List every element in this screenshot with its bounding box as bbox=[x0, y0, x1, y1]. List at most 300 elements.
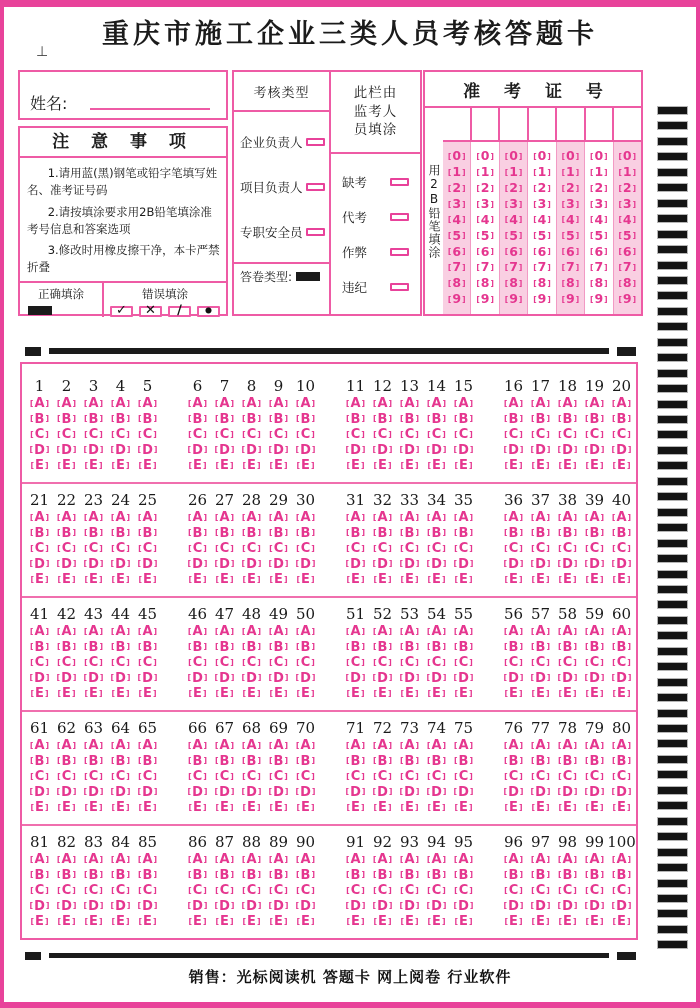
answer-bubble-11-B[interactable]: [ B ] bbox=[346, 412, 365, 428]
answer-bubble-45-E[interactable]: [ E ] bbox=[138, 686, 156, 702]
answer-bubble-55-E[interactable]: [ E ] bbox=[454, 686, 472, 702]
answer-bubble-44-B[interactable]: [ B ] bbox=[111, 640, 130, 656]
answer-bubble-73-C[interactable]: [ C ] bbox=[400, 769, 419, 785]
answer-bubble-54-C[interactable]: [ C ] bbox=[427, 655, 446, 671]
answer-bubble-83-C[interactable]: [ C ] bbox=[84, 883, 103, 899]
answer-bubble-82-A[interactable]: [ A ] bbox=[57, 852, 76, 868]
answer-bubble-42-C[interactable]: [ C ] bbox=[57, 655, 76, 671]
answer-bubble-6-A[interactable]: [ A ] bbox=[188, 396, 207, 412]
ticket-digit-bubble-6-2[interactable]: [ 2 ] bbox=[590, 182, 608, 195]
answer-bubble-10-C[interactable]: [ C ] bbox=[296, 427, 315, 443]
answer-bubble-40-A[interactable]: [ A ] bbox=[612, 510, 631, 526]
answer-bubble-60-B[interactable]: [ B ] bbox=[612, 640, 631, 656]
answer-bubble-61-B[interactable]: [ B ] bbox=[30, 754, 49, 770]
answer-bubble-53-D[interactable]: [ D ] bbox=[400, 671, 420, 687]
answer-bubble-84-A[interactable]: [ A ] bbox=[111, 852, 130, 868]
answer-bubble-25-C[interactable]: [ C ] bbox=[138, 541, 157, 557]
answer-bubble-46-C[interactable]: [ C ] bbox=[188, 655, 207, 671]
answer-bubble-13-D[interactable]: [ D ] bbox=[400, 443, 420, 459]
ticket-digit-bubble-7-9[interactable]: [ 9 ] bbox=[618, 293, 636, 306]
answer-bubble-22-C[interactable]: [ C ] bbox=[57, 541, 76, 557]
answer-bubble-71-C[interactable]: [ C ] bbox=[346, 769, 365, 785]
answer-bubble-44-D[interactable]: [ D ] bbox=[111, 671, 131, 687]
answer-bubble-90-E[interactable]: [ E ] bbox=[296, 914, 314, 930]
ticket-digit-bubble-6-0[interactable]: [ 0 ] bbox=[590, 150, 608, 163]
answer-bubble-78-D[interactable]: [ D ] bbox=[558, 785, 578, 801]
ticket-digit-bubble-1-8[interactable]: [ 8 ] bbox=[448, 277, 466, 290]
answer-bubble-83-A[interactable]: [ A ] bbox=[84, 852, 103, 868]
answer-bubble-88-E[interactable]: [ E ] bbox=[242, 914, 260, 930]
answer-bubble-63-C[interactable]: [ C ] bbox=[84, 769, 103, 785]
answer-bubble-95-E[interactable]: [ E ] bbox=[454, 914, 472, 930]
answer-bubble-38-C[interactable]: [ C ] bbox=[558, 541, 577, 557]
answer-bubble-34-E[interactable]: [ E ] bbox=[427, 572, 445, 588]
ticket-digit-bubble-5-8[interactable]: [ 8 ] bbox=[562, 277, 580, 290]
answer-bubble-52-C[interactable]: [ C ] bbox=[373, 655, 392, 671]
answer-bubble-5-E[interactable]: [ E ] bbox=[138, 458, 156, 474]
ticket-digit-bubble-4-6[interactable]: [ 6 ] bbox=[533, 246, 551, 259]
answer-bubble-19-D[interactable]: [ D ] bbox=[585, 443, 605, 459]
answer-bubble-17-B[interactable]: [ B ] bbox=[531, 412, 550, 428]
answer-bubble-38-E[interactable]: [ E ] bbox=[558, 572, 576, 588]
ticket-digit-bubble-4-9[interactable]: [ 9 ] bbox=[533, 293, 551, 306]
answer-bubble-96-A[interactable]: [ A ] bbox=[504, 852, 523, 868]
answer-bubble-81-C[interactable]: [ C ] bbox=[30, 883, 49, 899]
answer-bubble-91-A[interactable]: [ A ] bbox=[346, 852, 365, 868]
ticket-digit-bubble-3-9[interactable]: [ 9 ] bbox=[505, 293, 523, 306]
answer-bubble-92-C[interactable]: [ C ] bbox=[373, 883, 392, 899]
answer-bubble-51-A[interactable]: [ A ] bbox=[346, 624, 365, 640]
answer-bubble-70-E[interactable]: [ E ] bbox=[296, 800, 314, 816]
answer-bubble-39-B[interactable]: [ B ] bbox=[585, 526, 604, 542]
answer-bubble-29-E[interactable]: [ E ] bbox=[269, 572, 287, 588]
answer-bubble-8-E[interactable]: [ E ] bbox=[242, 458, 260, 474]
answer-bubble-33-C[interactable]: [ C ] bbox=[400, 541, 419, 557]
answer-bubble-87-B[interactable]: [ B ] bbox=[215, 868, 234, 884]
ticket-digit-bubble-2-6[interactable]: [ 6 ] bbox=[476, 246, 494, 259]
answer-bubble-33-A[interactable]: [ A ] bbox=[400, 510, 419, 526]
answer-bubble-79-B[interactable]: [ B ] bbox=[585, 754, 604, 770]
answer-bubble-52-A[interactable]: [ A ] bbox=[373, 624, 392, 640]
answer-bubble-23-D[interactable]: [ D ] bbox=[84, 557, 104, 573]
answer-bubble-35-C[interactable]: [ C ] bbox=[454, 541, 473, 557]
answer-bubble-59-E[interactable]: [ E ] bbox=[585, 686, 603, 702]
answer-bubble-72-A[interactable]: [ A ] bbox=[373, 738, 392, 754]
answer-bubble-97-C[interactable]: [ C ] bbox=[531, 883, 550, 899]
answer-bubble-31-A[interactable]: [ A ] bbox=[346, 510, 365, 526]
ticket-digit-bubble-4-1[interactable]: [ 1 ] bbox=[533, 166, 551, 179]
ticket-digit-bubble-1-3[interactable]: [ 3 ] bbox=[448, 198, 466, 211]
answer-bubble-78-B[interactable]: [ B ] bbox=[558, 754, 577, 770]
answer-bubble-63-B[interactable]: [ B ] bbox=[84, 754, 103, 770]
ticket-digit-bubble-1-1[interactable]: [ 1 ] bbox=[448, 166, 466, 179]
answer-bubble-51-B[interactable]: [ B ] bbox=[346, 640, 365, 656]
ticket-digit-bubble-5-3[interactable]: [ 3 ] bbox=[562, 198, 580, 211]
answer-bubble-25-E[interactable]: [ E ] bbox=[138, 572, 156, 588]
answer-bubble-99-B[interactable]: [ B ] bbox=[585, 868, 604, 884]
answer-bubble-80-C[interactable]: [ C ] bbox=[612, 769, 631, 785]
answer-bubble-53-C[interactable]: [ C ] bbox=[400, 655, 419, 671]
answer-bubble-84-E[interactable]: [ E ] bbox=[111, 914, 129, 930]
answer-bubble-29-A[interactable]: [ A ] bbox=[269, 510, 288, 526]
answer-bubble-83-B[interactable]: [ B ] bbox=[84, 868, 103, 884]
answer-bubble-58-A[interactable]: [ A ] bbox=[558, 624, 577, 640]
answer-bubble-95-A[interactable]: [ A ] bbox=[454, 852, 473, 868]
ticket-digit-bubble-5-9[interactable]: [ 9 ] bbox=[562, 293, 580, 306]
answer-bubble-84-D[interactable]: [ D ] bbox=[111, 899, 131, 915]
ticket-digit-bubble-7-1[interactable]: [ 1 ] bbox=[618, 166, 636, 179]
answer-bubble-85-D[interactable]: [ D ] bbox=[138, 899, 158, 915]
answer-bubble-35-E[interactable]: [ E ] bbox=[454, 572, 472, 588]
answer-bubble-32-A[interactable]: [ A ] bbox=[373, 510, 392, 526]
answer-bubble-11-D[interactable]: [ D ] bbox=[346, 443, 366, 459]
answer-bubble-30-C[interactable]: [ C ] bbox=[296, 541, 315, 557]
answer-bubble-5-C[interactable]: [ C ] bbox=[138, 427, 157, 443]
answer-bubble-26-C[interactable]: [ C ] bbox=[188, 541, 207, 557]
answer-bubble-85-A[interactable]: [ A ] bbox=[138, 852, 157, 868]
answer-bubble-46-A[interactable]: [ A ] bbox=[188, 624, 207, 640]
answer-bubble-66-B[interactable]: [ B ] bbox=[188, 754, 207, 770]
answer-bubble-20-D[interactable]: [ D ] bbox=[612, 443, 632, 459]
ticket-digit-bubble-1-2[interactable]: [ 2 ] bbox=[448, 182, 466, 195]
answer-bubble-53-E[interactable]: [ E ] bbox=[400, 686, 418, 702]
answer-bubble-57-C[interactable]: [ C ] bbox=[531, 655, 550, 671]
ticket-digit-bubble-1-5[interactable]: [ 5 ] bbox=[448, 230, 466, 243]
answer-bubble-41-C[interactable]: [ C ] bbox=[30, 655, 49, 671]
answer-bubble-40-C[interactable]: [ C ] bbox=[612, 541, 631, 557]
answer-bubble-47-E[interactable]: [ E ] bbox=[215, 686, 233, 702]
answer-bubble-58-D[interactable]: [ D ] bbox=[558, 671, 578, 687]
answer-bubble-7-D[interactable]: [ D ] bbox=[215, 443, 235, 459]
answer-bubble-88-B[interactable]: [ B ] bbox=[242, 868, 261, 884]
answer-bubble-64-E[interactable]: [ E ] bbox=[111, 800, 129, 816]
answer-bubble-64-D[interactable]: [ D ] bbox=[111, 785, 131, 801]
answer-bubble-95-C[interactable]: [ C ] bbox=[454, 883, 473, 899]
ticket-digit-bubble-5-1[interactable]: [ 1 ] bbox=[562, 166, 580, 179]
answer-bubble-93-D[interactable]: [ D ] bbox=[400, 899, 420, 915]
answer-bubble-91-B[interactable]: [ B ] bbox=[346, 868, 365, 884]
answer-bubble-36-C[interactable]: [ C ] bbox=[504, 541, 523, 557]
answer-bubble-38-B[interactable]: [ B ] bbox=[558, 526, 577, 542]
answer-bubble-28-B[interactable]: [ B ] bbox=[242, 526, 261, 542]
answer-bubble-47-D[interactable]: [ D ] bbox=[215, 671, 235, 687]
answer-bubble-67-A[interactable]: [ A ] bbox=[215, 738, 234, 754]
answer-bubble-10-A[interactable]: [ A ] bbox=[296, 396, 315, 412]
answer-bubble-15-E[interactable]: [ E ] bbox=[454, 458, 472, 474]
answer-bubble-17-C[interactable]: [ C ] bbox=[531, 427, 550, 443]
answer-bubble-45-C[interactable]: [ C ] bbox=[138, 655, 157, 671]
answer-bubble-32-B[interactable]: [ B ] bbox=[373, 526, 392, 542]
answer-bubble-35-A[interactable]: [ A ] bbox=[454, 510, 473, 526]
answer-bubble-66-C[interactable]: [ C ] bbox=[188, 769, 207, 785]
answer-bubble-41-D[interactable]: [ D ] bbox=[30, 671, 50, 687]
answer-bubble-40-E[interactable]: [ E ] bbox=[612, 572, 630, 588]
answer-bubble-74-B[interactable]: [ B ] bbox=[427, 754, 446, 770]
answer-bubble-64-C[interactable]: [ C ] bbox=[111, 769, 130, 785]
answer-bubble-43-C[interactable]: [ C ] bbox=[84, 655, 103, 671]
answer-bubble-65-C[interactable]: [ C ] bbox=[138, 769, 157, 785]
ticket-digit-bubble-1-7[interactable]: [ 7 ] bbox=[448, 261, 466, 274]
answer-bubble-38-A[interactable]: [ A ] bbox=[558, 510, 577, 526]
answer-bubble-55-D[interactable]: [ D ] bbox=[454, 671, 474, 687]
answer-bubble-4-E[interactable]: [ E ] bbox=[111, 458, 129, 474]
answer-bubble-20-C[interactable]: [ C ] bbox=[612, 427, 631, 443]
answer-bubble-85-E[interactable]: [ E ] bbox=[138, 914, 156, 930]
answer-bubble-24-E[interactable]: [ E ] bbox=[111, 572, 129, 588]
answer-bubble-31-D[interactable]: [ D ] bbox=[346, 557, 366, 573]
answer-bubble-63-A[interactable]: [ A ] bbox=[84, 738, 103, 754]
answer-bubble-8-C[interactable]: [ C ] bbox=[242, 427, 261, 443]
answer-bubble-49-B[interactable]: [ B ] bbox=[269, 640, 288, 656]
answer-bubble-47-A[interactable]: [ A ] bbox=[215, 624, 234, 640]
exam-type-bubble[interactable] bbox=[306, 138, 325, 146]
answer-bubble-10-B[interactable]: [ B ] bbox=[296, 412, 315, 428]
ticket-digit-bubble-4-3[interactable]: [ 3 ] bbox=[533, 198, 551, 211]
answer-bubble-86-D[interactable]: [ D ] bbox=[188, 899, 208, 915]
answer-bubble-46-B[interactable]: [ B ] bbox=[188, 640, 207, 656]
answer-bubble-30-D[interactable]: [ D ] bbox=[296, 557, 316, 573]
answer-bubble-47-C[interactable]: [ C ] bbox=[215, 655, 234, 671]
answer-bubble-24-D[interactable]: [ D ] bbox=[111, 557, 131, 573]
answer-bubble-56-E[interactable]: [ E ] bbox=[504, 686, 522, 702]
answer-bubble-14-A[interactable]: [ A ] bbox=[427, 396, 446, 412]
answer-bubble-5-A[interactable]: [ A ] bbox=[138, 396, 157, 412]
answer-bubble-9-B[interactable]: [ B ] bbox=[269, 412, 288, 428]
answer-bubble-99-C[interactable]: [ C ] bbox=[585, 883, 604, 899]
answer-bubble-2-E[interactable]: [ E ] bbox=[57, 458, 75, 474]
answer-bubble-92-D[interactable]: [ D ] bbox=[373, 899, 393, 915]
answer-bubble-50-E[interactable]: [ E ] bbox=[296, 686, 314, 702]
answer-bubble-57-A[interactable]: [ A ] bbox=[531, 624, 550, 640]
answer-bubble-68-E[interactable]: [ E ] bbox=[242, 800, 260, 816]
answer-bubble-97-D[interactable]: [ D ] bbox=[531, 899, 551, 915]
answer-bubble-99-A[interactable]: [ A ] bbox=[585, 852, 604, 868]
answer-bubble-3-E[interactable]: [ E ] bbox=[84, 458, 102, 474]
answer-bubble-87-A[interactable]: [ A ] bbox=[215, 852, 234, 868]
answer-bubble-60-D[interactable]: [ D ] bbox=[612, 671, 632, 687]
answer-bubble-27-D[interactable]: [ D ] bbox=[215, 557, 235, 573]
ticket-digit-bubble-7-4[interactable]: [ 4 ] bbox=[618, 214, 636, 227]
ticket-digit-bubble-1-4[interactable]: [ 4 ] bbox=[448, 214, 466, 227]
answer-bubble-42-E[interactable]: [ E ] bbox=[57, 686, 75, 702]
answer-bubble-2-B[interactable]: [ B ] bbox=[57, 412, 76, 428]
ticket-digit-bubble-5-6[interactable]: [ 6 ] bbox=[562, 246, 580, 259]
answer-bubble-19-B[interactable]: [ B ] bbox=[585, 412, 604, 428]
ticket-digit-bubble-3-4[interactable]: [ 4 ] bbox=[505, 214, 523, 227]
answer-bubble-61-E[interactable]: [ E ] bbox=[30, 800, 48, 816]
answer-bubble-62-C[interactable]: [ C ] bbox=[57, 769, 76, 785]
answer-bubble-87-D[interactable]: [ D ] bbox=[215, 899, 235, 915]
ticket-digit-bubble-4-4[interactable]: [ 4 ] bbox=[533, 214, 551, 227]
answer-bubble-82-C[interactable]: [ C ] bbox=[57, 883, 76, 899]
ticket-digit-bubble-6-3[interactable]: [ 3 ] bbox=[590, 198, 608, 211]
answer-bubble-6-E[interactable]: [ E ] bbox=[188, 458, 206, 474]
answer-bubble-93-E[interactable]: [ E ] bbox=[400, 914, 418, 930]
answer-bubble-4-A[interactable]: [ A ] bbox=[111, 396, 130, 412]
ticket-digit-bubble-5-2[interactable]: [ 2 ] bbox=[562, 182, 580, 195]
answer-bubble-59-B[interactable]: [ B ] bbox=[585, 640, 604, 656]
answer-bubble-79-C[interactable]: [ C ] bbox=[585, 769, 604, 785]
answer-bubble-89-A[interactable]: [ A ] bbox=[269, 852, 288, 868]
answer-bubble-32-C[interactable]: [ C ] bbox=[373, 541, 392, 557]
answer-bubble-85-B[interactable]: [ B ] bbox=[138, 868, 157, 884]
answer-bubble-56-A[interactable]: [ A ] bbox=[504, 624, 523, 640]
answer-bubble-72-D[interactable]: [ D ] bbox=[373, 785, 393, 801]
ticket-digit-bubble-2-4[interactable]: [ 4 ] bbox=[476, 214, 494, 227]
answer-bubble-21-A[interactable]: [ A ] bbox=[30, 510, 49, 526]
ticket-digit-bubble-1-0[interactable]: [ 0 ] bbox=[448, 150, 466, 163]
invigilator-bubble[interactable] bbox=[390, 283, 409, 291]
answer-bubble-65-A[interactable]: [ A ] bbox=[138, 738, 157, 754]
answer-bubble-1-B[interactable]: [ B ] bbox=[30, 412, 49, 428]
answer-bubble-26-D[interactable]: [ D ] bbox=[188, 557, 208, 573]
answer-bubble-47-B[interactable]: [ B ] bbox=[215, 640, 234, 656]
answer-bubble-20-B[interactable]: [ B ] bbox=[612, 412, 631, 428]
answer-bubble-29-C[interactable]: [ C ] bbox=[269, 541, 288, 557]
answer-bubble-94-A[interactable]: [ A ] bbox=[427, 852, 446, 868]
answer-bubble-22-E[interactable]: [ E ] bbox=[57, 572, 75, 588]
answer-bubble-74-E[interactable]: [ E ] bbox=[427, 800, 445, 816]
answer-bubble-69-C[interactable]: [ C ] bbox=[269, 769, 288, 785]
answer-bubble-98-E[interactable]: [ E ] bbox=[558, 914, 576, 930]
answer-bubble-70-A[interactable]: [ A ] bbox=[296, 738, 315, 754]
answer-bubble-9-E[interactable]: [ E ] bbox=[269, 458, 287, 474]
answer-bubble-52-B[interactable]: [ B ] bbox=[373, 640, 392, 656]
answer-bubble-15-D[interactable]: [ D ] bbox=[454, 443, 474, 459]
answer-bubble-19-C[interactable]: [ C ] bbox=[585, 427, 604, 443]
answer-bubble-100-A[interactable]: [ A ] bbox=[612, 852, 631, 868]
ticket-digit-bubble-3-6[interactable]: [ 6 ] bbox=[505, 246, 523, 259]
answer-bubble-24-B[interactable]: [ B ] bbox=[111, 526, 130, 542]
answer-bubble-48-D[interactable]: [ D ] bbox=[242, 671, 262, 687]
answer-bubble-58-C[interactable]: [ C ] bbox=[558, 655, 577, 671]
answer-bubble-43-B[interactable]: [ B ] bbox=[84, 640, 103, 656]
answer-bubble-19-A[interactable]: [ A ] bbox=[585, 396, 604, 412]
answer-bubble-48-E[interactable]: [ E ] bbox=[242, 686, 260, 702]
answer-bubble-92-E[interactable]: [ E ] bbox=[373, 914, 391, 930]
answer-bubble-76-A[interactable]: [ A ] bbox=[504, 738, 523, 754]
answer-bubble-97-A[interactable]: [ A ] bbox=[531, 852, 550, 868]
answer-bubble-33-B[interactable]: [ B ] bbox=[400, 526, 419, 542]
ticket-digit-bubble-6-6[interactable]: [ 6 ] bbox=[590, 246, 608, 259]
answer-bubble-72-B[interactable]: [ B ] bbox=[373, 754, 392, 770]
answer-bubble-96-D[interactable]: [ D ] bbox=[504, 899, 524, 915]
answer-bubble-69-E[interactable]: [ E ] bbox=[269, 800, 287, 816]
answer-bubble-12-B[interactable]: [ B ] bbox=[373, 412, 392, 428]
answer-bubble-10-E[interactable]: [ E ] bbox=[296, 458, 314, 474]
ticket-digit-bubble-5-4[interactable]: [ 4 ] bbox=[562, 214, 580, 227]
ticket-digit-bubble-7-7[interactable]: [ 7 ] bbox=[618, 261, 636, 274]
answer-bubble-37-C[interactable]: [ C ] bbox=[531, 541, 550, 557]
answer-bubble-70-D[interactable]: [ D ] bbox=[296, 785, 316, 801]
answer-bubble-75-C[interactable]: [ C ] bbox=[454, 769, 473, 785]
answer-bubble-94-C[interactable]: [ C ] bbox=[427, 883, 446, 899]
ticket-digit-bubble-2-3[interactable]: [ 3 ] bbox=[476, 198, 494, 211]
ticket-digit-bubble-2-0[interactable]: [ 0 ] bbox=[476, 150, 494, 163]
answer-bubble-10-D[interactable]: [ D ] bbox=[296, 443, 316, 459]
answer-bubble-12-A[interactable]: [ A ] bbox=[373, 396, 392, 412]
answer-bubble-12-C[interactable]: [ C ] bbox=[373, 427, 392, 443]
answer-bubble-52-D[interactable]: [ D ] bbox=[373, 671, 393, 687]
answer-bubble-44-A[interactable]: [ A ] bbox=[111, 624, 130, 640]
answer-bubble-87-C[interactable]: [ C ] bbox=[215, 883, 234, 899]
answer-bubble-30-A[interactable]: [ A ] bbox=[296, 510, 315, 526]
answer-bubble-45-B[interactable]: [ B ] bbox=[138, 640, 157, 656]
answer-bubble-36-A[interactable]: [ A ] bbox=[504, 510, 523, 526]
ticket-digit-bubble-5-5[interactable]: [ 5 ] bbox=[562, 230, 580, 243]
answer-bubble-67-D[interactable]: [ D ] bbox=[215, 785, 235, 801]
ticket-digit-bubble-3-1[interactable]: [ 1 ] bbox=[505, 166, 523, 179]
answer-bubble-49-C[interactable]: [ C ] bbox=[269, 655, 288, 671]
answer-bubble-4-C[interactable]: [ C ] bbox=[111, 427, 130, 443]
answer-bubble-42-D[interactable]: [ D ] bbox=[57, 671, 77, 687]
answer-bubble-98-C[interactable]: [ C ] bbox=[558, 883, 577, 899]
answer-bubble-55-A[interactable]: [ A ] bbox=[454, 624, 473, 640]
answer-bubble-7-E[interactable]: [ E ] bbox=[215, 458, 233, 474]
answer-bubble-81-E[interactable]: [ E ] bbox=[30, 914, 48, 930]
answer-bubble-77-C[interactable]: [ C ] bbox=[531, 769, 550, 785]
answer-bubble-8-D[interactable]: [ D ] bbox=[242, 443, 262, 459]
answer-bubble-81-B[interactable]: [ B ] bbox=[30, 868, 49, 884]
answer-bubble-80-E[interactable]: [ E ] bbox=[612, 800, 630, 816]
answer-bubble-50-C[interactable]: [ C ] bbox=[296, 655, 315, 671]
answer-bubble-62-E[interactable]: [ E ] bbox=[57, 800, 75, 816]
answer-bubble-28-D[interactable]: [ D ] bbox=[242, 557, 262, 573]
answer-bubble-73-B[interactable]: [ B ] bbox=[400, 754, 419, 770]
answer-bubble-40-B[interactable]: [ B ] bbox=[612, 526, 631, 542]
answer-bubble-33-D[interactable]: [ D ] bbox=[400, 557, 420, 573]
answer-bubble-72-C[interactable]: [ C ] bbox=[373, 769, 392, 785]
answer-bubble-41-E[interactable]: [ E ] bbox=[30, 686, 48, 702]
answer-bubble-98-D[interactable]: [ D ] bbox=[558, 899, 578, 915]
answer-bubble-28-A[interactable]: [ A ] bbox=[242, 510, 261, 526]
answer-bubble-71-E[interactable]: [ E ] bbox=[346, 800, 364, 816]
answer-bubble-100-C[interactable]: [ C ] bbox=[612, 883, 631, 899]
answer-bubble-26-E[interactable]: [ E ] bbox=[188, 572, 206, 588]
answer-bubble-38-D[interactable]: [ D ] bbox=[558, 557, 578, 573]
ticket-digit-bubble-7-0[interactable]: [ 0 ] bbox=[618, 150, 636, 163]
ticket-digit-bubble-3-3[interactable]: [ 3 ] bbox=[505, 198, 523, 211]
answer-bubble-90-D[interactable]: [ D ] bbox=[296, 899, 316, 915]
answer-bubble-82-E[interactable]: [ E ] bbox=[57, 914, 75, 930]
answer-bubble-71-D[interactable]: [ D ] bbox=[346, 785, 366, 801]
answer-bubble-24-A[interactable]: [ A ] bbox=[111, 510, 130, 526]
answer-bubble-43-D[interactable]: [ D ] bbox=[84, 671, 104, 687]
answer-bubble-3-A[interactable]: [ A ] bbox=[84, 396, 103, 412]
answer-bubble-2-D[interactable]: [ D ] bbox=[57, 443, 77, 459]
answer-bubble-79-E[interactable]: [ E ] bbox=[585, 800, 603, 816]
ticket-writein-cell-6[interactable] bbox=[586, 108, 615, 140]
answer-bubble-72-E[interactable]: [ E ] bbox=[373, 800, 391, 816]
answer-bubble-76-C[interactable]: [ C ] bbox=[504, 769, 523, 785]
answer-bubble-73-A[interactable]: [ A ] bbox=[400, 738, 419, 754]
answer-bubble-46-D[interactable]: [ D ] bbox=[188, 671, 208, 687]
answer-bubble-16-B[interactable]: [ B ] bbox=[504, 412, 523, 428]
answer-bubble-1-D[interactable]: [ D ] bbox=[30, 443, 50, 459]
answer-bubble-53-B[interactable]: [ B ] bbox=[400, 640, 419, 656]
answer-bubble-91-E[interactable]: [ E ] bbox=[346, 914, 364, 930]
answer-bubble-73-D[interactable]: [ D ] bbox=[400, 785, 420, 801]
answer-bubble-53-A[interactable]: [ A ] bbox=[400, 624, 419, 640]
answer-bubble-21-B[interactable]: [ B ] bbox=[30, 526, 49, 542]
answer-bubble-82-D[interactable]: [ D ] bbox=[57, 899, 77, 915]
answer-bubble-44-E[interactable]: [ E ] bbox=[111, 686, 129, 702]
answer-bubble-20-E[interactable]: [ E ] bbox=[612, 458, 630, 474]
answer-bubble-22-A[interactable]: [ A ] bbox=[57, 510, 76, 526]
answer-bubble-71-B[interactable]: [ B ] bbox=[346, 754, 365, 770]
answer-bubble-62-B[interactable]: [ B ] bbox=[57, 754, 76, 770]
answer-bubble-92-A[interactable]: [ A ] bbox=[373, 852, 392, 868]
